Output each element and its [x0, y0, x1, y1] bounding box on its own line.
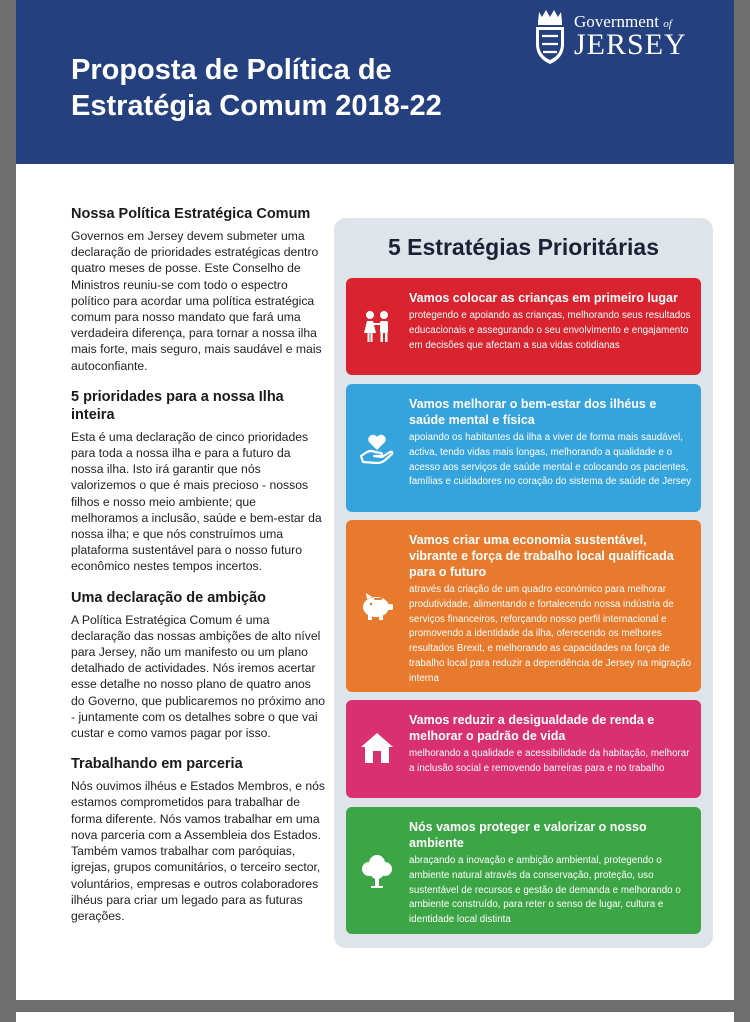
section-heading: Uma declaração de ambição	[71, 589, 267, 606]
page-title	[71, 52, 442, 124]
section-body: A Política Estratégica Comum é uma declaração das nossas ambições de alto nível para Jersey, não um manifesto ou um plano detalhado de actividades. Nós iremos acertar esse detalhe no nosso plano de quatro anos do Governo, que publicaremos no próximo ano - juntamente com os detalhes sobre o que vai custar e como vamos pagar por isso.	[71, 612, 326, 741]
section-heading: Nossa Política Estratégica Comum	[71, 206, 311, 222]
section-body: Nós ouvimos ilhéus e Estados Membros, e nós estamos comprometidos para trabalhar de forma diferente. Nós vamos trabalhar em uma nova parceria com a Assembleia dos Estados. Também vamos trabalhar com paróquias, igrejas, grupos comunitários, o terceiro sector, voluntários, empresas e outros colaboradores ilhéus para criar um legado para as futuras gerações.	[71, 779, 326, 923]
section-heading: Trabalhando em parceria	[71, 756, 243, 773]
logo-government-text: Government of	[574, 12, 672, 31]
intro-column	[71, 205, 326, 938]
section-body: Governos em Jersey devem submeter uma declaração de prioridades estratégicas dentro quatro meses de posse. Este Conselho de Ministros reuniu-se com todo o espectro político para acordar uma política estratégica comum para nosso mandato que fará uma verdadeira diferença, para tornar a nossa ilha mais forte, mais seguro, mais saudável e mais autoconfiante.	[71, 229, 322, 373]
section-body: Esta é uma declaração de cinco prioridades para toda a nossa ilha e para a futuro da nossa ilha. Isto irá garantir que nós valorizemos o que é mais precioso - nossos filhos e nosso meio ambiente; que melhoramos a inclusão, saúde e bem-estar da nossa ilha; e que nós construímos uma plataforma sustentável para o nosso futuro econômico nestes tempos incertos.	[71, 429, 322, 574]
page-title-line-1: Proposta de Política de	[71, 54, 392, 86]
logo-jersey-text: JERSEY	[574, 28, 687, 61]
next-page-edge	[16, 1012, 734, 1022]
government-of-jersey-logo	[532, 8, 722, 68]
piggy-bank-icon	[359, 587, 395, 623]
strategy-card-environment	[346, 807, 701, 934]
section-partnership	[71, 755, 326, 924]
house-icon	[359, 730, 395, 766]
strategy-card-body: protegendo e apoiando as crianças, melhorando seus resultados educacionais e assegurando o seu envolvimento e engajamento em decisões que afectam a sua vidas cotidianas	[409, 310, 691, 351]
strategy-card-body: melhorando a qualidade e acessibilidade da habitação, melhorar a inclusão social e removendo barreiras para e no trabalho	[409, 748, 690, 774]
section-common-policy	[71, 205, 326, 374]
children-icon	[359, 308, 395, 344]
panel-title: 5 Estratégias Prioritárias	[387, 234, 660, 260]
section-heading: 5 prioridades para a nossa Ilha inteira	[71, 388, 284, 423]
policy-page	[16, 0, 734, 1000]
strategy-card-body: através da criação de um quadro económico para melhorar produtividade, alimentando e fortalecendo nossa indústria de serviços financeiros, reforçando nosso perfil internacional e promovendo a identidade da ilha, oferecendo os melhores resultados Brexit, e melhorando as capacidades na força de trabalho local para reduzir a dependência de Jersey na migração interna	[409, 584, 692, 684]
strategy-card-children	[346, 278, 701, 375]
tree-icon	[359, 853, 395, 889]
strategy-card-body: apoiando os habitantes da ilha a viver de forma mais saudável, activa, tendo vidas mais longas, melhorando a qualidade e o acesso aos serviços de saúde mental e colocando os pacientes, famílias e cuidadores no coração do sistema de saúde de Jersey	[409, 432, 692, 488]
strategy-card-inequality	[346, 700, 701, 798]
priority-strategies-panel	[334, 218, 713, 948]
strategy-card-wellbeing	[346, 384, 701, 512]
section-ambition	[71, 589, 326, 742]
page-header	[16, 0, 734, 164]
section-five-priorities	[71, 388, 326, 575]
strategy-card-title: Vamos colocar as crianças em primeiro lugar	[409, 291, 678, 305]
heart-hand-icon	[359, 430, 395, 466]
page-title-line-2: Estratégia Comum 2018-22	[71, 90, 442, 122]
strategy-card-title: Vamos melhorar o bem-estar dos ilhéus e saúde mental e física	[409, 397, 657, 427]
strategy-card-economy	[346, 520, 701, 692]
strategy-card-title: Vamos criar uma economia sustentável, vibrante e força de trabalho local qualificada para o futuro	[409, 533, 674, 579]
strategy-card-title: Vamos reduzir a desigualdade de renda e melhorar o padrão de vida	[409, 713, 655, 743]
strategy-card-title: Nós vamos proteger e valorizar o nosso ambiente	[409, 820, 647, 850]
jersey-crest-icon	[532, 8, 568, 66]
strategy-card-body: abraçando a inovação e ambição ambiental, protegendo o ambiente natural através da conservação, proteção, uso sustentável de recursos e gestão de demanda e melhorando o ambiente construído, para reter o senso de lugar, cultura e identidade local distinta	[409, 855, 681, 926]
